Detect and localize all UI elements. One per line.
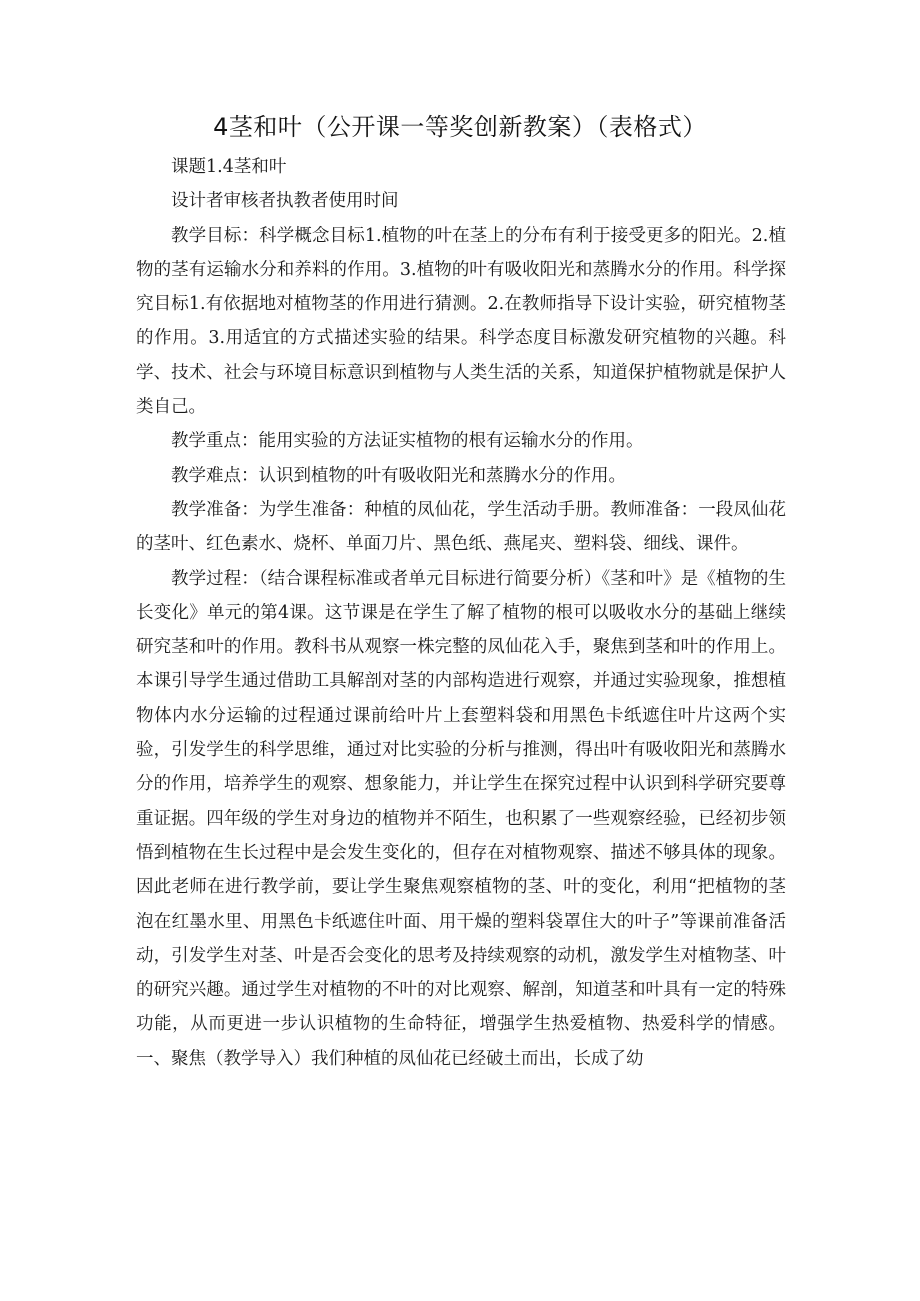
lesson-title-paragraph: 课题1.4茎和叶 (171, 157, 287, 177)
difficulties-paragraph: 教学难点：认识到植物的叶有吸收阳光和蒸腾水分的作用。 (171, 465, 626, 486)
document-body (136, 150, 786, 1076)
teaching-process-paragraph: 教学过程：（结合课程标准或者单元目标进行简要分析）《茎和叶》是《植物的生长变化》单元的第4课。这节课是在学生了解了植物的根可以吸收水分的基础上继续研究茎和叶的作用。教科书从观察一株完整的凤仙花入手，聚焦到茎和叶的作用上。本课引导学生通过借助工具解剖对茎的内部构造进行观察，并通过实验现象，推想植物体内水分运输的过程通过课前给叶片上套塑料袋和用黑色卡纸遮住叶片这两个实验，引发学生的科学思维，通过对比实验的分析与推测，得出叶有吸收阳光和蒸腾水分的作用，培养学生的观察、想象能力，并让学生在探究过程中认识到科学研究要尊重证据。四年级的学生对身边的植物并不陌生，也积累了一些观察经验，已经初步领悟到植物在生长过程中是会发生变化的，但存在对植物观察、描述不够具体的现象。因此老师在进行教学前，要让学生聚焦观察植物的茎、叶的变化，利用“把植物的茎泡在红墨水里、用黑色卡纸遮住叶面、用干燥的塑料袋罩住大的叶子”等课前准备活动，引发学生对茎、叶是否会变化的思考及持续观察的动机，激发学生对植物茎、叶的研究兴趣。通过学生对植物的不叶的对比观察、解剖，知道茎和叶具有一定的特殊功能，从而更进一步认识植物的生命特征，增强学生热爱植物、热爱科学的情感。一、聚焦（教学导入）我们种植的凤仙花已经破土而出，长成了幼 (136, 568, 786, 1069)
document-title: 4茎和叶（公开课一等奖创新教案）（表格式） (213, 113, 707, 141)
staff-info-paragraph: 设计者审核者执教者使用时间 (171, 191, 399, 212)
teaching-objectives-paragraph: 教学目标：科学概念目标1.植物的叶在茎上的分布有利于接受更多的阳光。2.植物的茎有运输水分和养料的作用。3.植物的叶有吸收阳光和蒸腾水分的作用。科学探究目标1.有依据地对植物茎的作用进行猜测。2.在教师指导下设计实验，研究植物茎的作用。3.用适宜的方式描述实验的结果。科学态度目标激发研究植物的兴趣。科学、技术、社会与环境目标意识到植物与人类生活的关系，知道保护植物就是保护人类自己。 (136, 225, 786, 418)
preparation-paragraph: 教学准备：为学生准备：种植的凤仙花，学生活动手册。教师准备：一段凤仙花的茎叶、红色素水、烧杯、单面刀片、黑色纸、燕尾夹、塑料袋、细线、课件。 (136, 499, 786, 555)
key-points-paragraph: 教学重点：能用实验的方法证实植物的根有运输水分的作用。 (171, 431, 644, 452)
